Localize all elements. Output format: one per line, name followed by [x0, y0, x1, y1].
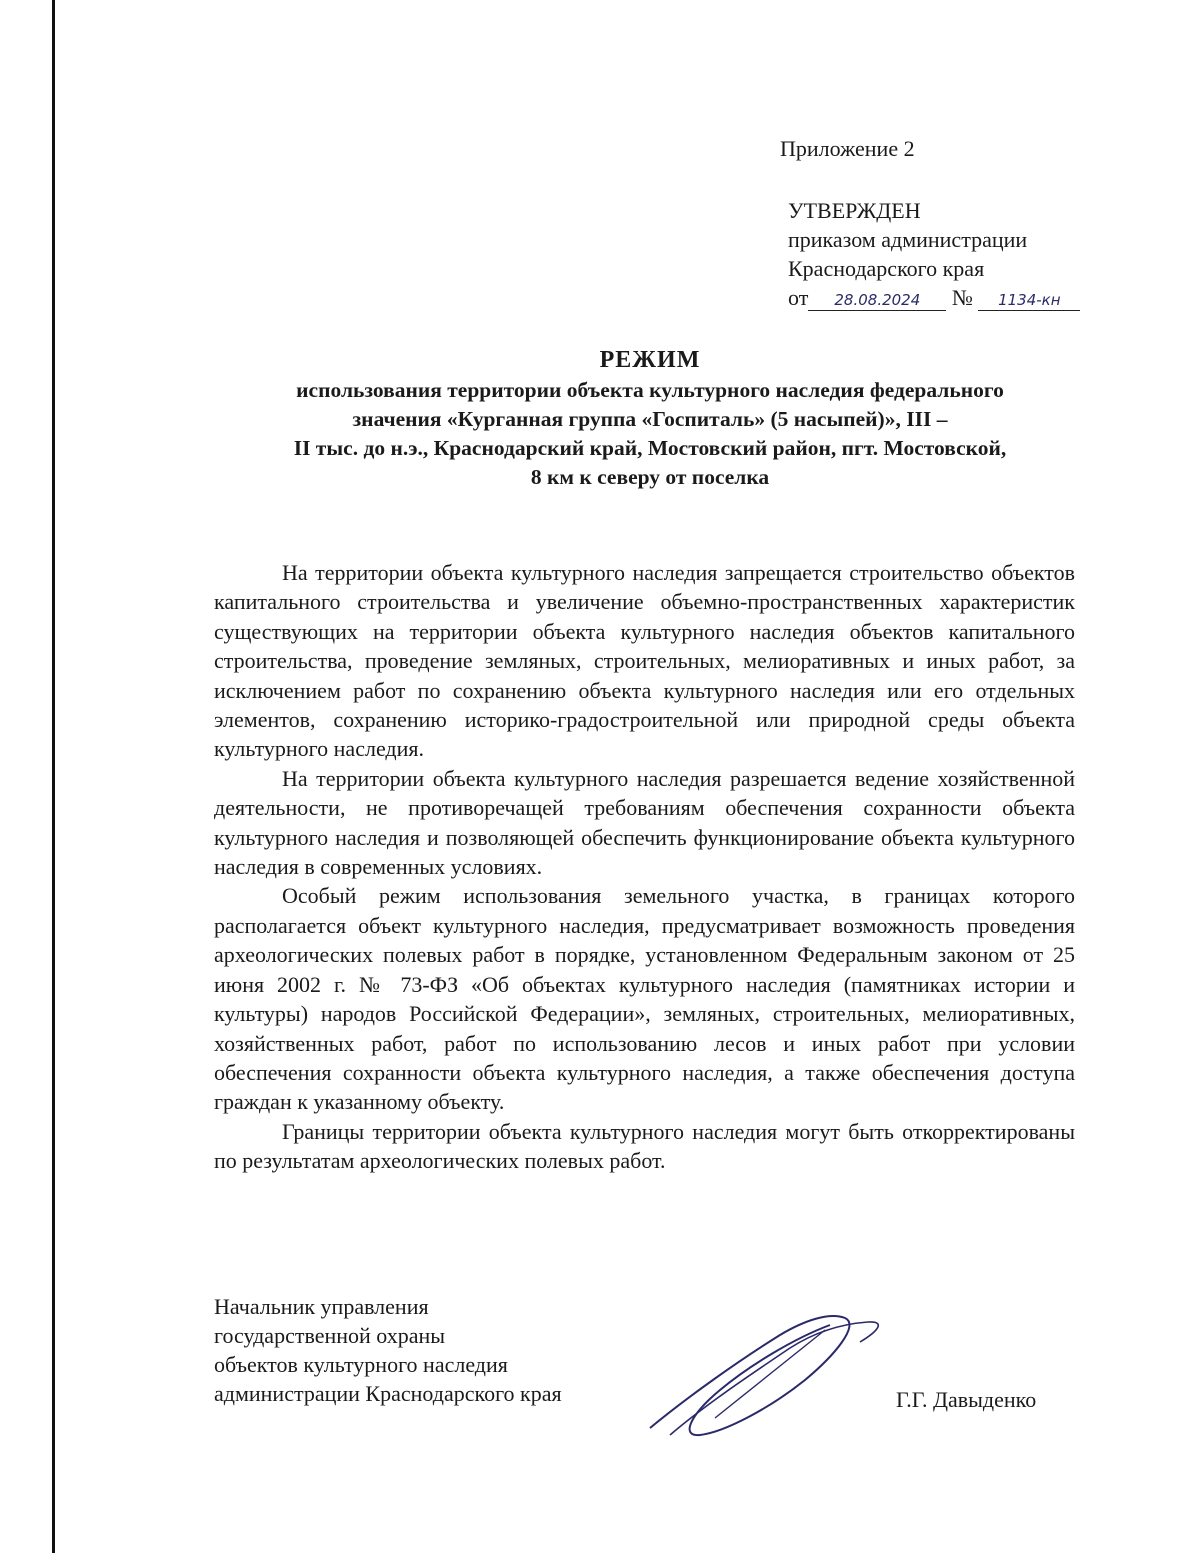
handwritten-signature	[630, 1300, 900, 1450]
subtitle-line-1: использования территории объекта культурного наследия федерального	[296, 378, 1004, 402]
paragraph-special-regime: Особый режим использования земельного участка, в границах которого располагается объект культурного наследия, предусматривает возможность проведения археологических полевых работ в порядке, установленном Федеральным законом от 25 июня 2002 г. № 73-ФЗ «Об объектах культурного наследия (памятниках истории и культуры) народов Российской Федерации», земляных, строительных, мелиоративных, хозяйственных работ, работ по использованию лесов и иных работ при условии обеспечения сохранности объекта культурного наследия, а также обеспечения доступа граждан к указанному объекту.	[214, 883, 1075, 1115]
signatory-line-1: Начальник управления	[214, 1294, 429, 1319]
signatory-name: Г.Г. Давыденко	[896, 1387, 1037, 1412]
approval-line-1: приказом администрации	[788, 227, 1028, 252]
signatory-line-2: государственной охраны	[214, 1323, 446, 1348]
page-left-edge	[52, 0, 55, 1553]
document-title-block	[210, 344, 1090, 492]
paragraph-permitted-activity: На территории объекта культурного наследия разрешается ведение хозяйственной деятельности, не противоречащей требованиям обеспечения сохранности объекта культурного наследия и позволяющей обеспечить функционирование объекта культурного наследия в современных условиях.	[214, 765, 1075, 880]
document-body	[214, 558, 1075, 1176]
document-subtitle	[210, 376, 1090, 492]
signatory-line-4: администрации Краснодарского края	[214, 1381, 562, 1406]
approval-number: 1134-кн	[978, 290, 1080, 311]
approval-heading: УТВЕРЖДЕН	[788, 198, 921, 223]
paragraph-prohibitions: На территории объекта культурного наследия запрещается строительство объектов капитального строительства и увеличение объемно-пространственных характеристик существующих на территории объекта культурного наследия объектов капитального строительства, проведение земляных, строительных, мелиоративных и иных работ, за исключением работ по сохранению объекта культурного наследия или его отдельных элементов, сохранению историко-градостроительной или природной среды объекта культурного наследия.	[214, 560, 1075, 762]
approval-line-2: Краснодарского края	[788, 256, 985, 281]
approval-number-prefix: №	[951, 285, 973, 310]
document-title: РЕЖИМ	[599, 347, 701, 373]
subtitle-line-4: 8 км к северу от поселка	[530, 465, 770, 489]
subtitle-line-2: значения «Курганная группа «Госпиталь» (5 насыпей)», III –	[352, 407, 948, 431]
approval-order-line	[788, 283, 1080, 312]
signatory-line-3: объектов культурного наследия	[214, 1352, 508, 1377]
signatory-position	[214, 1292, 562, 1408]
subtitle-line-3: II тыс. до н.э., Краснодарский край, Мостовский район, пгт. Мостовской,	[293, 436, 1007, 460]
approval-from-prefix: от	[788, 285, 809, 310]
appendix-label: Приложение 2	[780, 136, 915, 161]
approval-date: 28.08.2024	[808, 290, 946, 311]
approval-stamp	[788, 196, 1080, 312]
paragraph-boundaries: Границы территории объекта культурного наследия могут быть откорректированы по результатам археологических полевых работ.	[214, 1118, 1075, 1174]
